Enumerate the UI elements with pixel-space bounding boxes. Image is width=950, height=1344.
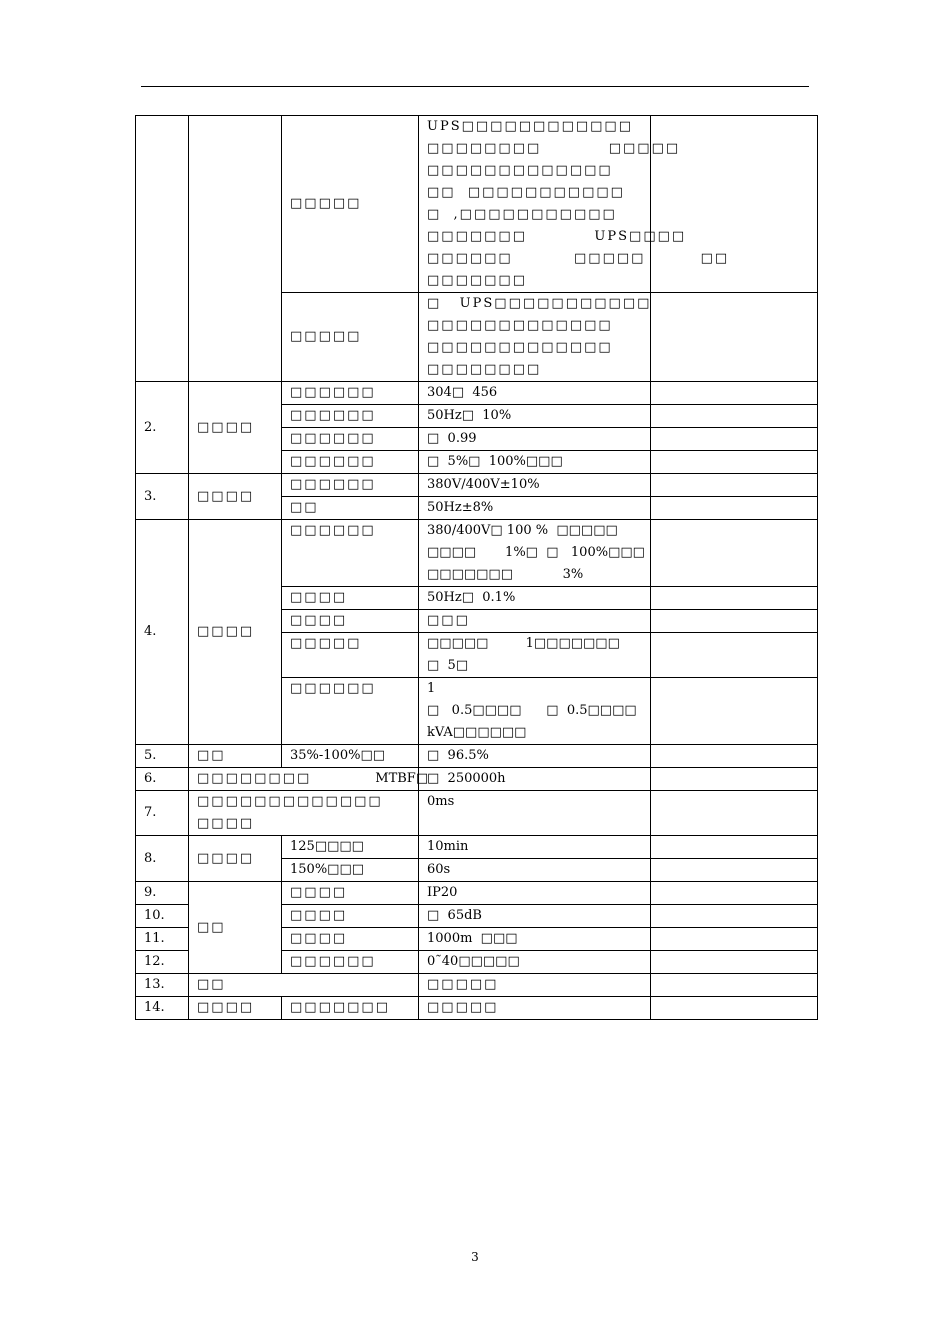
remark-cell [651, 678, 818, 745]
value-cell: 50Hz□ 10% [419, 405, 651, 428]
value-line: kVA□□□□□□ [427, 725, 527, 740]
remark-cell [651, 791, 818, 836]
value-cell: □□□ [419, 610, 651, 633]
row-number-cell: 8. [136, 836, 189, 882]
category-cell: □□□□ [189, 836, 282, 882]
value-line: □ ,□□□□□□□□□□□ [427, 207, 617, 222]
value-cell: 0ms [419, 791, 651, 836]
param-cell: □□□□□□ [282, 428, 419, 451]
value-line: □□□□□□□□ [427, 362, 542, 377]
value-cell: 380V/400V±10% [419, 474, 651, 497]
row-number-cell: 11. [136, 928, 189, 951]
value-cell: 10min [419, 836, 651, 859]
param-cell: □□□□□□ [282, 451, 419, 474]
value-line: □□□□□□□□□□□□□ [427, 340, 613, 355]
table-row [136, 997, 818, 1020]
param-cell: □□□□□□ [282, 678, 419, 745]
value-line: 1 [427, 681, 436, 696]
table-row [136, 882, 818, 905]
category-text: □□□□□□□□ [197, 771, 312, 786]
value-cell [419, 520, 651, 587]
row-number-cell [136, 116, 189, 382]
table-row [136, 836, 818, 859]
spec-table [135, 115, 818, 1020]
param-cell: 150%□□□ [282, 859, 419, 882]
param-cell: □□□□ [282, 905, 419, 928]
remark-cell [651, 405, 818, 428]
value-line: □□□□ 1%□ □ 100%□□□ [427, 545, 645, 560]
remark-cell [651, 382, 818, 405]
table-row [136, 974, 818, 997]
row-number-cell: 2. [136, 382, 189, 474]
value-cell: 1000m □□□ [419, 928, 651, 951]
remark-cell [651, 633, 818, 678]
mtbf-label: MTBF□ [375, 771, 429, 786]
category-cell: □□□□ [189, 997, 282, 1020]
remark-cell [651, 428, 818, 451]
table-row [136, 745, 818, 768]
value-line: □□□□□□□ 3% [427, 567, 584, 582]
row-number-cell: 6. [136, 768, 189, 791]
row-number-cell: 4. [136, 520, 189, 745]
row-number-cell: 14. [136, 997, 189, 1020]
page-number: 3 [471, 1250, 479, 1264]
value-cell: □ 250000h [419, 768, 651, 791]
value-line: □□□□□ 1□□□□□□□ [427, 636, 620, 651]
category-cell: □□□□ [189, 520, 282, 745]
value-cell: □ 96.5% [419, 745, 651, 768]
value-cell: □ 65dB [419, 905, 651, 928]
row-number-cell: 12. [136, 951, 189, 974]
row-number-cell: 13. [136, 974, 189, 997]
value-cell: □ 5%□ 100%□□□ [419, 451, 651, 474]
remark-cell [651, 997, 818, 1020]
value-cell [419, 678, 651, 745]
param-cell: □□□□□ [282, 633, 419, 678]
table-row [136, 768, 818, 791]
param-cell: □□ [282, 497, 419, 520]
value-line: □□□□□□□ UPS□□□□ [427, 229, 687, 244]
value-line: □□□□□□□ [427, 273, 527, 288]
value-line: □□□□□□□□□□□□□ [427, 163, 613, 178]
table-row [136, 382, 818, 405]
param-cell: □□□□ [282, 928, 419, 951]
table-row [136, 474, 818, 497]
value-line: □□ □□□□□□□□□□□ [427, 185, 625, 200]
row-number-cell: 10. [136, 905, 189, 928]
remark-cell [651, 745, 818, 768]
remark-cell [651, 905, 818, 928]
value-line: □ UPS□□□□□□□□□□□ [427, 296, 652, 311]
category-cell: □□□□ [189, 474, 282, 520]
param-cell: 35%-100%□□ [282, 745, 419, 768]
param-cell: □□□□□□□ [282, 997, 419, 1020]
value-line: □ 5□ [427, 658, 469, 673]
remark-cell [651, 451, 818, 474]
category-cell [189, 768, 429, 791]
param-cell: □□□□□ [282, 116, 419, 293]
param-cell: 125□□□□ [282, 836, 419, 859]
row-number-cell: 3. [136, 474, 189, 520]
row-number-cell: 7. [136, 791, 189, 836]
remark-cell [651, 882, 818, 905]
table-row [136, 791, 818, 836]
remark-cell [651, 520, 818, 587]
table-row [136, 520, 818, 587]
value-cell: 0˜40□□□□□ [419, 951, 651, 974]
category-cell [189, 791, 419, 836]
value-cell: □ 0.99 [419, 428, 651, 451]
table-row [136, 116, 818, 293]
remark-cell [651, 859, 818, 882]
remark-cell [651, 951, 818, 974]
value-cell [419, 116, 730, 293]
remark-cell [651, 610, 818, 633]
value-line: □□□□□□□□ □□□□□ [427, 141, 681, 156]
remark-cell [651, 474, 818, 497]
param-cell: □□□□□□ [282, 382, 419, 405]
value-line: □□□□□□ □□□□□ □□ [427, 251, 730, 266]
value-line: UPS□□□□□□□□□□□□ [427, 119, 634, 134]
value-cell: □□□□□ [419, 974, 651, 997]
remark-cell [651, 928, 818, 951]
value-cell [419, 633, 651, 678]
param-cell: □□□□ [282, 587, 419, 610]
remark-cell [651, 768, 818, 791]
param-cell: □□□□ [282, 610, 419, 633]
category-cell: □□ [189, 745, 282, 768]
remark-cell [651, 974, 818, 997]
remark-cell [651, 497, 818, 520]
remark-cell [651, 836, 818, 859]
row-number-cell: 9. [136, 882, 189, 905]
category-line: □□□□□□□□□□□□□ [197, 794, 383, 809]
param-cell: □□□□ [282, 882, 419, 905]
param-cell: □□□□□□ [282, 520, 419, 587]
value-line: □□□□□□□□□□□□□ [427, 318, 613, 333]
value-cell: 60s [419, 859, 651, 882]
value-cell: IP20 [419, 882, 651, 905]
param-cell: □□□□□□ [282, 951, 419, 974]
category-cell [189, 116, 282, 382]
row-number-cell: 5. [136, 745, 189, 768]
remark-cell [651, 293, 818, 382]
value-line: 380/400V□ 100 % □□□□□ [427, 523, 618, 538]
category-cell: □□□□ [189, 382, 282, 474]
remark-cell [651, 587, 818, 610]
value-line: □ 0.5□□□□ □ 0.5□□□□ [427, 703, 637, 718]
param-cell: □□□□□□ [282, 474, 419, 497]
category-cell: □□ [189, 882, 282, 974]
category-line: □□□□ [197, 816, 255, 831]
param-cell: □□□□□□ [282, 405, 419, 428]
param-cell: □□□□□ [282, 293, 419, 382]
value-cell: 50Hz□ 0.1% [419, 587, 651, 610]
value-cell: 50Hz±8% [419, 497, 651, 520]
value-cell: 304□ 456 [419, 382, 651, 405]
value-cell: □□□□□ [419, 997, 651, 1020]
category-cell: □□ [189, 974, 419, 997]
value-cell [419, 293, 651, 382]
header-rule [141, 86, 809, 87]
